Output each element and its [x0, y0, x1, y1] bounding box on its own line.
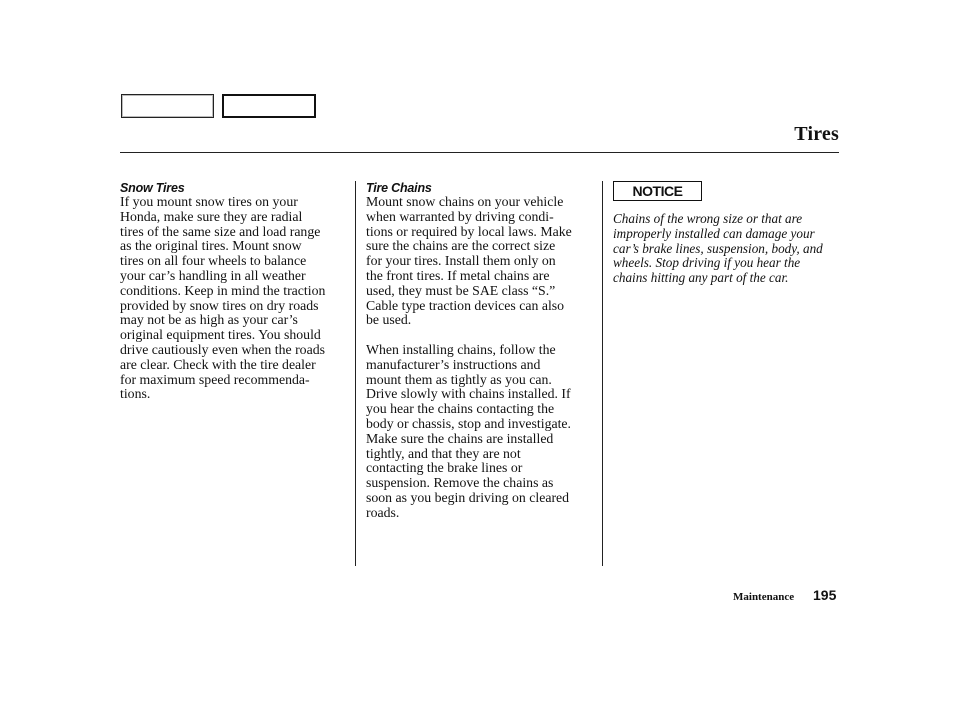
column-divider: [602, 181, 603, 566]
column-divider: [355, 181, 356, 566]
tire-chains-column: [366, 181, 594, 521]
page-number: 195: [813, 587, 837, 603]
previous-page-button[interactable]: [121, 94, 214, 118]
snow-tires-column: [120, 181, 348, 402]
snow-tires-heading: Snow Tires: [120, 181, 185, 195]
next-page-button[interactable]: [222, 94, 316, 118]
tire-chains-paragraph-2: When installing chains, follow the manufacturer’s instructions and mount them as tightly as you can. Drive slowly with chains installed. If you hear the chains contacting the body or chassis, stop and investigate. Make sure the chains are installed tightly, and that they are not contacting the brake lines or suspension. Remove the chains as soon as you begin driving on cleared roads.: [366, 341, 572, 520]
snow-tires-paragraph: If you mount snow tires on your Honda, make sure they are radial tires of the same size and load range as the original tires. Mount snow tires on all four wheels to balance your car’s handling in all weather conditions. Keep in mind the traction provided by snow tires on dry roads may not be as high as your car’s original equipment tires. You should drive cautiously even when the roads are clear. Check with the tire dealer for maximum speed recommenda- tions.: [120, 194, 326, 402]
tire-chains-paragraph-1: Mount snow chains on your vehicle when warranted by driving condi- tions or required by local laws. Make sure the chains are the correct size for your tires. Install them only on the front tires. If metal chains are used, they must be SAE class “S.” Cable type traction devices can also be used.: [366, 194, 572, 328]
page-title: Tires: [794, 123, 839, 145]
notice-badge: NOTICE: [613, 181, 702, 201]
tire-chains-heading: Tire Chains: [366, 181, 432, 195]
footer-section-label: Maintenance: [733, 591, 795, 603]
notice-text: Chains of the wrong size or that are improperly installed can damage your car’s brake lines, suspension, body, and wheels. Stop driving if you hear the chains hitting any part of the car.: [613, 211, 823, 286]
notice-column: [613, 181, 841, 286]
title-divider: [120, 152, 839, 153]
